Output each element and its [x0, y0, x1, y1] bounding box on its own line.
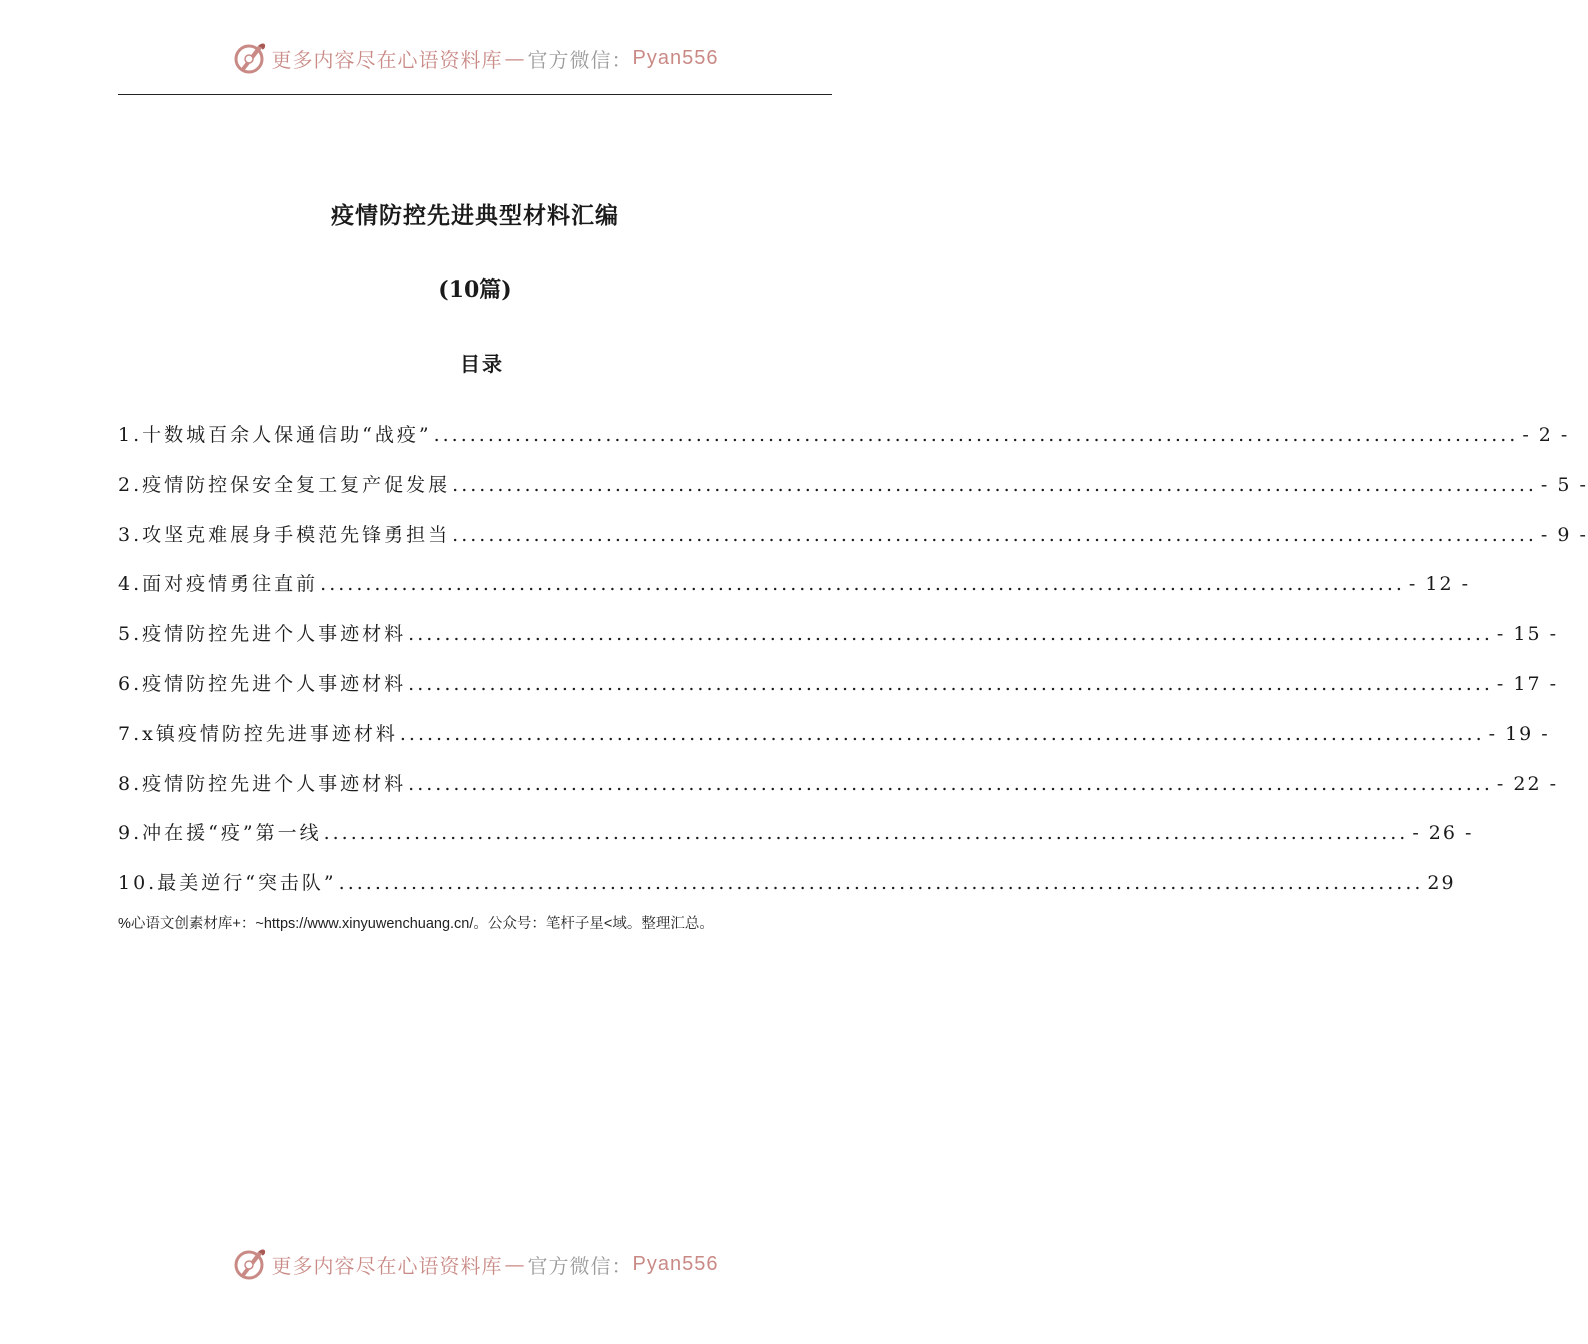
toc-leader-dots: ........................................................................................................................	[338, 872, 1424, 895]
toc-entry-page: - 2 -	[1522, 424, 1570, 446]
toc-entry-number: 1.	[118, 424, 143, 446]
toc-entry-title: 冲在援“疫”第一线	[142, 822, 322, 845]
toc-entry[interactable]	[118, 619, 1559, 669]
toc-leader-dots: ........................................................................................................................	[452, 473, 1537, 496]
toc-entry-number: 10.	[118, 872, 158, 895]
toc-entry[interactable]	[118, 520, 1588, 570]
header-divider	[118, 94, 832, 95]
toc-entry[interactable]	[118, 868, 1456, 918]
document-subtitle: (10篇)	[438, 277, 512, 303]
watermark-wechat-id: Pyan556	[632, 46, 719, 69]
toc-entry-title: 十数城百余人保通信助“战疫”	[142, 424, 432, 446]
toc-entry-number: 6.	[118, 672, 143, 695]
toc-leader-dots: ........................................................................................................................	[320, 573, 1405, 596]
toc-entry-page: - 9 -	[1540, 523, 1588, 546]
toc-entry-number: 8.	[118, 772, 143, 795]
toc-entry[interactable]	[118, 719, 1550, 769]
toc-entry-title: 攻坚克难展身手模范先锋勇担当	[142, 523, 451, 546]
toc-entry[interactable]	[118, 420, 1570, 470]
toc-entry-number: 2.	[118, 473, 143, 496]
toc-leader-dots: ........................................................................................................................	[433, 424, 1519, 446]
toc-entry[interactable]	[118, 818, 1474, 868]
source-footnote: %心语文创素材库+：~https://www.xinyuwenchuang.cn/。公众号：笔杆子星<域。整理汇总。	[118, 916, 714, 932]
toc-leader-dots: ........................................................................................................................	[408, 772, 1493, 795]
toc-entry-title: 疫情防控先进个人事迹材料	[142, 672, 407, 695]
toc-entry-title: 最美逆行“突击队”	[157, 872, 337, 895]
watermark-brand: 更多内容尽在心语资料库	[271, 1253, 503, 1278]
toc-entry-title: 疫情防控先进个人事迹材料	[142, 772, 407, 795]
watermark-wechat-id: Pyan556	[632, 1252, 719, 1275]
table-of-contents	[118, 420, 1588, 918]
toc-leader-dots: ........................................................................................................................	[452, 523, 1537, 546]
watermark-separator: —	[504, 46, 526, 70]
toc-entry-page: - 12 -	[1408, 573, 1471, 596]
header-watermark	[0, 40, 950, 76]
toc-leader-dots: ........................................................................................................................	[408, 623, 1493, 646]
toc-heading: 目录	[460, 352, 504, 376]
toc-entry-number: 9.	[118, 822, 143, 845]
toc-leader-dots: ........................................................................................................................	[399, 722, 1485, 745]
toc-entry[interactable]	[118, 470, 1588, 520]
toc-entry-title: x镇疫情防控先进事迹材料	[142, 722, 398, 745]
document-title: 疫情防控先进典型材料汇编	[331, 202, 619, 229]
watermark-label: 官方微信：	[527, 1253, 633, 1278]
watermark-separator: —	[504, 1252, 526, 1276]
toc-entry-title: 疫情防控保安全复工复产促发展	[142, 473, 451, 496]
toc-leader-dots: ........................................................................................................................	[408, 672, 1493, 695]
toc-entry-title: 面对疫情勇往直前	[142, 573, 319, 596]
toc-entry-title: 疫情防控先进个人事迹材料	[142, 623, 407, 646]
toc-entry-page: - 26 -	[1412, 822, 1474, 845]
toc-entry-number: 3.	[118, 523, 143, 546]
toc-entry-page: - 15 -	[1496, 623, 1559, 646]
watermark-label: 官方微信：	[527, 47, 633, 72]
toc-entry-number: 7.	[118, 722, 143, 745]
watermark-brand: 更多内容尽在心语资料库	[271, 47, 503, 72]
toc-entry[interactable]	[118, 569, 1471, 619]
toc-entry-number: 4.	[118, 573, 143, 596]
quill-logo-icon	[232, 40, 268, 76]
toc-entry-page: - 5 -	[1540, 473, 1588, 496]
quill-logo-icon	[232, 1246, 268, 1282]
toc-entry-number: 5.	[118, 623, 143, 646]
toc-entry-page: - 22 -	[1496, 772, 1559, 795]
toc-leader-dots: ........................................................................................................................	[323, 822, 1409, 845]
toc-entry[interactable]	[118, 769, 1559, 819]
toc-entry-page: - 17 -	[1496, 672, 1559, 695]
footer-watermark	[0, 1246, 950, 1282]
toc-entry[interactable]	[118, 669, 1559, 719]
toc-entry-page: 29	[1427, 872, 1456, 895]
toc-entry-page: - 19 -	[1488, 722, 1550, 745]
